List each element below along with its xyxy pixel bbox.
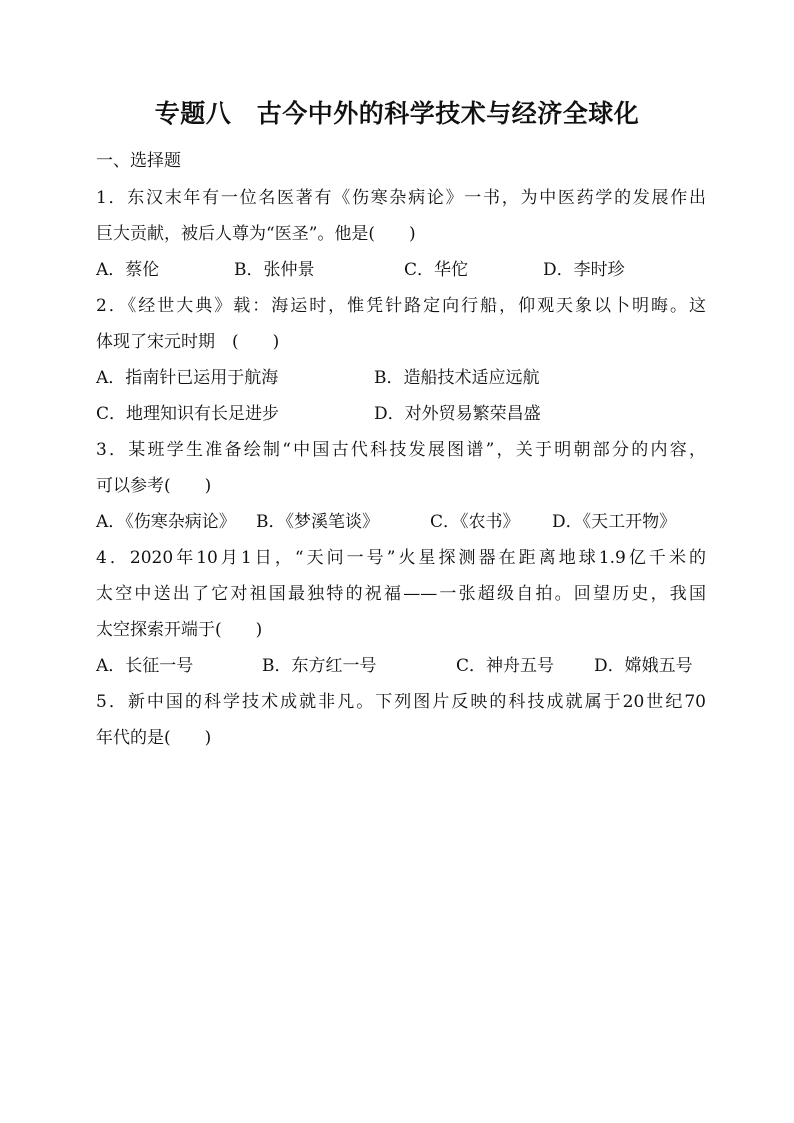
question-text-line: 5．新中国的科学技术成就非凡。下列图片反映的科技成就属于20世纪70	[96, 692, 706, 712]
option-row	[96, 360, 706, 396]
question-1	[96, 180, 706, 288]
option-row	[96, 396, 706, 432]
question-2	[96, 288, 706, 432]
option-d: D．李时珍	[543, 260, 625, 280]
option-d: D．对外贸易繁荣昌盛	[374, 404, 541, 424]
option-d: D．《天工开物》	[552, 512, 677, 532]
option-a: A．《伤寒杂病论》	[96, 512, 236, 532]
question-text-line: 可以参考( )	[96, 476, 212, 496]
question-text-line: 2．《经世大典》载：海运时，惟凭针路定向行船，仰观天象以卜明晦。这	[96, 296, 706, 316]
option-row	[96, 252, 706, 288]
option-b: B．《梦溪笔谈》	[256, 512, 379, 532]
question-text-line: 3．某班学生准备绘制“中国古代科技发展图谱”，关于明朝部分的内容，	[96, 440, 706, 460]
question-text-line: 巨大贡献，被后人尊为“医圣”。他是( )	[96, 224, 416, 244]
question-text-line: 体现了宋元时期 ( )	[96, 332, 280, 352]
question-text-line: 年代的是( )	[96, 728, 212, 748]
question-4	[96, 540, 706, 684]
option-d: D．嫦娥五号	[594, 656, 693, 676]
option-row	[96, 504, 706, 540]
option-a: A．蔡伦	[96, 260, 160, 280]
question-list	[96, 180, 706, 756]
question-3	[96, 432, 706, 540]
option-c: C．《农书》	[430, 512, 520, 532]
option-b: B．张仲景	[234, 260, 315, 280]
page-title: 专题八 古今中外的科学技术与经济全球化	[154, 99, 640, 128]
question-text-line: 1．东汉末年有一位名医著有《伤寒杂病论》一书，为中医药学的发展作出	[96, 188, 706, 208]
option-c: C．华佗	[404, 260, 469, 280]
option-a: A．指南针已运用于航海	[96, 368, 279, 388]
question-5	[96, 684, 706, 756]
option-b: B．东方红一号	[262, 656, 377, 676]
option-c: C．神舟五号	[456, 656, 555, 676]
option-b: B．造船技术适应远航	[374, 368, 540, 388]
question-text-line: 太空探索开端于( )	[96, 620, 263, 640]
option-a: A．长征一号	[96, 656, 194, 676]
question-text-line: 4．2020年10月1日，“天问一号”火星探测器在距离地球1.9亿千米的	[96, 548, 706, 568]
question-text-line: 太空中送出了它对祖国最独特的祝福——一张超级自拍。回望历史，我国	[96, 584, 706, 604]
option-row	[96, 648, 706, 684]
option-c: C．地理知识有长足进步	[96, 404, 280, 424]
section-heading: 一、选择题	[96, 151, 181, 171]
